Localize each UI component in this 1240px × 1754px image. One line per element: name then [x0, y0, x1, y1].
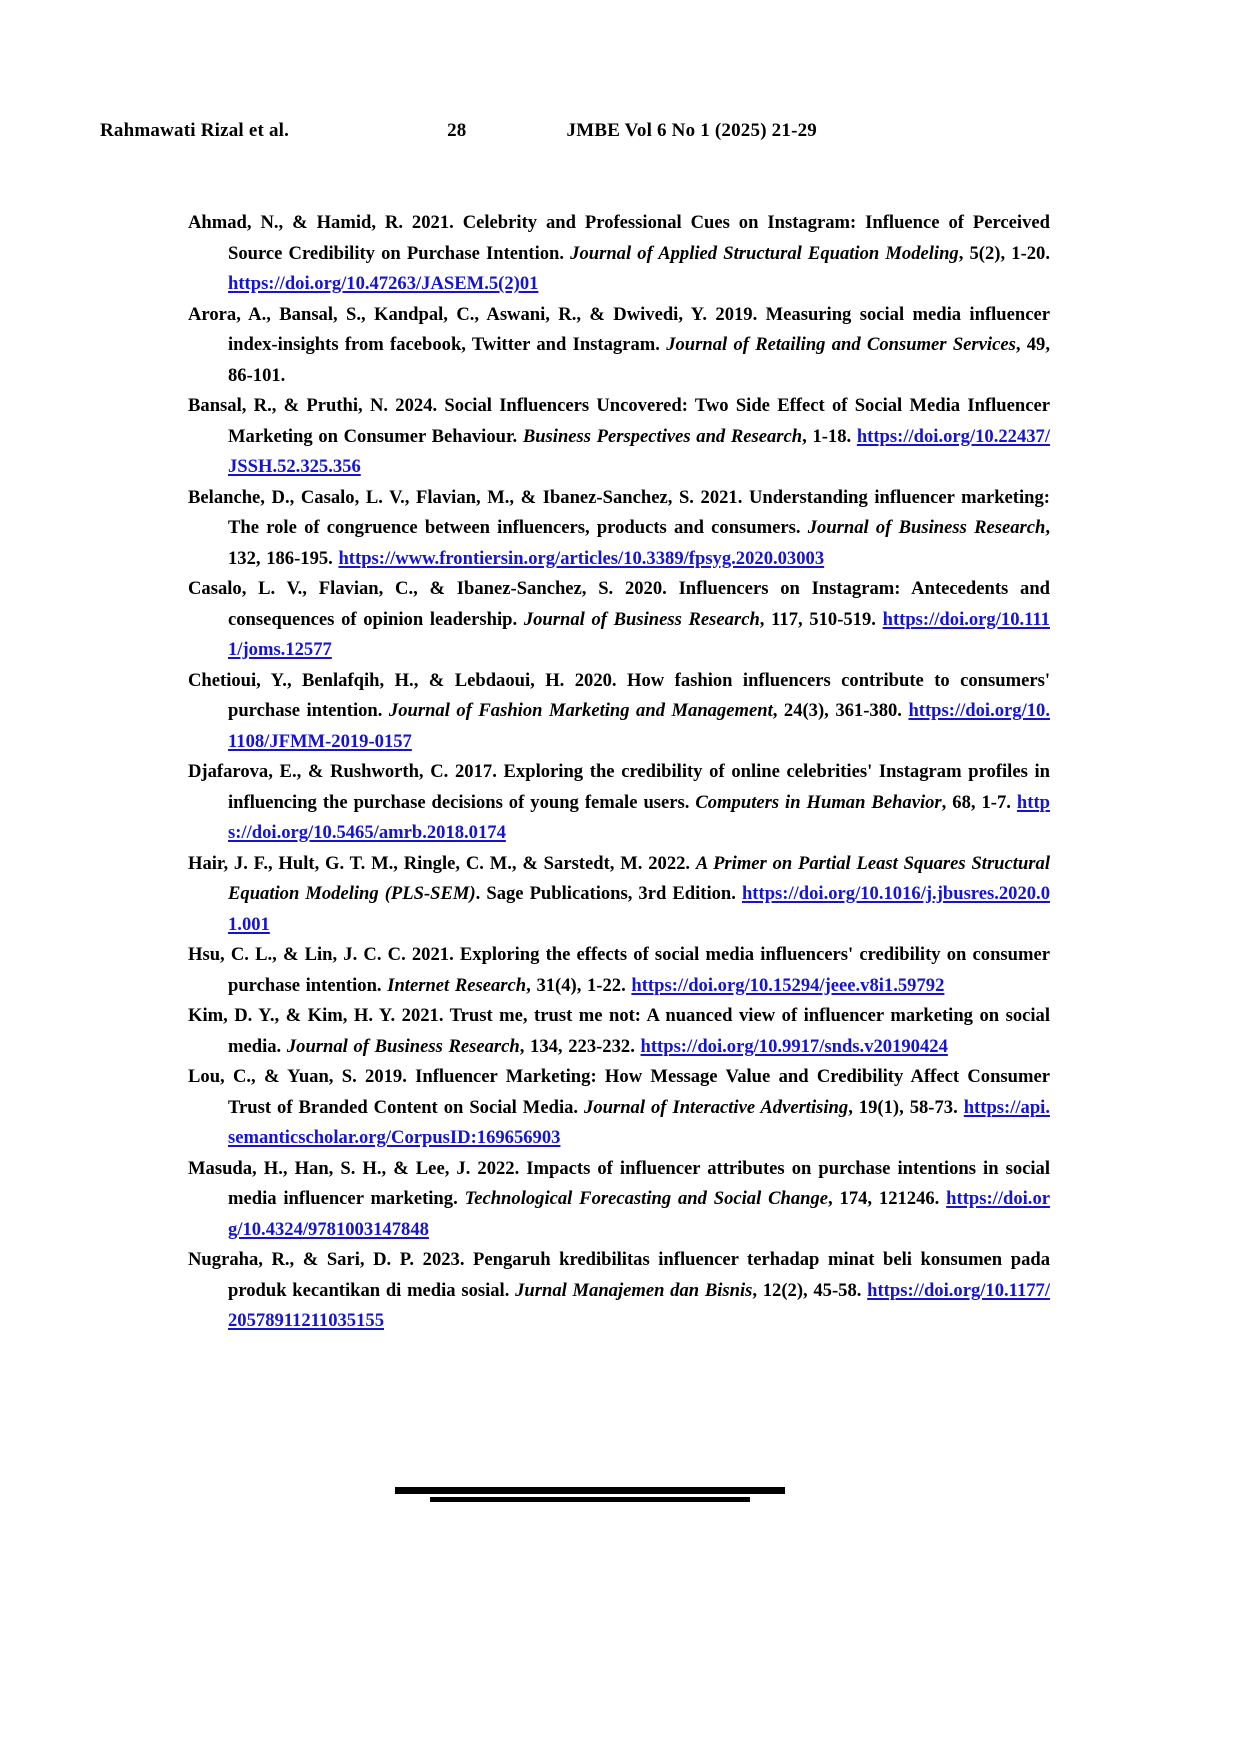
reference-detail: , 49, 86-101. — [228, 334, 1051, 386]
page-number: 28 — [447, 120, 467, 141]
reference-source: A Primer on Partial Least Squares Structural Equation Modeling (PLS-SEM) — [228, 852, 1050, 904]
reference-list — [188, 208, 1050, 1337]
reference-item — [188, 1154, 1050, 1246]
footer-divider-secondary — [430, 1497, 750, 1502]
reference-doi-link[interactable]: https://doi.org/10.47263/JASEM.5(2)01 — [228, 273, 539, 294]
reference-item — [188, 391, 1050, 483]
reference-text: Casalo, L. V., Flavian, C., & Ibanez-Sanchez, S. 2020. Influencers on Instagram: Antecedents and consequences of opinion leadership. — [188, 578, 1050, 630]
reference-doi-link[interactable]: https://doi.org/10.1177/20578911211035155 — [228, 1279, 1050, 1331]
reference-detail: , 68, 1-7. — [941, 791, 1017, 813]
reference-item — [188, 1245, 1050, 1337]
reference-doi-link[interactable]: https://doi.org/10.4324/9781003147848 — [228, 1188, 1050, 1240]
running-header-right: JMBE Vol 6 No 1 (2025) 21-29 — [566, 120, 817, 141]
reference-text: Hair, J. F., Hult, G. T. M., Ringle, C. M., & Sarstedt, M. 2022. — [188, 852, 696, 874]
reference-item — [188, 1001, 1050, 1062]
reference-text: Bansal, R., & Pruthi, N. 2024. Social Influencers Uncovered: Two Side Effect of Social Media Influencer Marketing on Consumer Behaviour. — [188, 395, 1050, 447]
reference-detail: , 5(2), 1-20. — [958, 242, 1051, 264]
reference-item — [188, 483, 1050, 575]
reference-text: Belanche, D., Casalo, L. V., Flavian, M., & Ibanez-Sanchez, S. 2021. Understanding influencer marketing: The role of congruence between influencers, products and consumers. — [188, 486, 1050, 538]
reference-text: Masuda, H., Han, S. H., & Lee, J. 2022. Impacts of influencer attributes on purchase intentions in social media influencer marketing. — [188, 1157, 1050, 1209]
reference-source: Journal of Applied Structural Equation Modeling — [570, 242, 959, 264]
reference-text: Djafarova, E., & Rushworth, C. 2017. Exploring the credibility of online celebrities' Instagram profiles in influencing the purchase decisions of young female users. — [188, 761, 1050, 813]
reference-detail: , 132, 186-195. — [228, 517, 1050, 569]
reference-detail: , 12(2), 45-58. — [752, 1279, 868, 1301]
reference-source: Business Perspectives and Research — [522, 425, 803, 447]
reference-item — [188, 574, 1050, 666]
reference-source: Technological Forecasting and Social Change — [464, 1188, 829, 1209]
running-header-left: Rahmawati Rizal et al. — [100, 120, 290, 141]
reference-source: Journal of Retailing and Consumer Services — [666, 334, 1016, 355]
reference-item — [188, 666, 1050, 758]
reference-doi-link[interactable]: https://api.semanticscholar.org/CorpusID:169656903 — [228, 1096, 1050, 1148]
reference-doi-link[interactable]: https://doi.org/10.15294/jeee.v8i1.59792 — [631, 974, 945, 996]
reference-item — [188, 757, 1050, 849]
reference-source: Journal of Business Research — [286, 1035, 520, 1057]
reference-doi-link[interactable]: https://doi.org/10.22437/JSSH.52.325.356 — [228, 425, 1051, 477]
reference-source: Jurnal Manajemen dan Bisnis — [515, 1279, 753, 1301]
reference-item — [188, 208, 1050, 300]
reference-doi-link[interactable]: https://doi.org/10.9917/snds.v20190424 — [640, 1035, 948, 1057]
reference-detail: , 134, 223-232. — [519, 1035, 641, 1057]
reference-detail: , 117, 510-519. — [759, 608, 883, 630]
reference-detail: , 1-18. — [802, 425, 857, 447]
reference-text: Arora, A., Bansal, S., Kandpal, C., Aswani, R., & Dwivedi, Y. 2019. Measuring social media influencer index-insights from facebook, Twitter and Instagram. — [188, 303, 1050, 355]
reference-source: Internet Research — [387, 974, 527, 996]
reference-text: Kim, D. Y., & Kim, H. Y. 2021. Trust me, trust me not: A nuanced view of influencer marketing on social media. — [188, 1005, 1050, 1057]
reference-item — [188, 1062, 1050, 1154]
reference-text: Ahmad, N., & Hamid, R. 2021. Celebrity and Professional Cues on Instagram: Influence of Perceived Source Credibility on Purchase Intention. — [188, 212, 1050, 264]
reference-item — [188, 940, 1050, 1001]
reference-detail: , 174, 121246. — [828, 1188, 947, 1209]
reference-detail: . Sage Publications, 3rd Edition. — [475, 883, 742, 904]
reference-text: Lou, C., & Yuan, S. 2019. Influencer Marketing: How Message Value and Credibility Affect Consumer Trust of Branded Content on Social Media. — [188, 1066, 1050, 1118]
reference-doi-link[interactable]: https://doi.org/10.1016/j.jbusres.2020.01.001 — [228, 883, 1050, 935]
reference-source: Journal of Business Research — [523, 608, 760, 630]
reference-doi-link[interactable]: https://doi.org/10.1108/JFMM-2019-0157 — [228, 700, 1050, 752]
reference-source: Computers in Human Behavior — [695, 791, 942, 813]
reference-item — [188, 849, 1050, 941]
reference-source: Journal of Interactive Advertising — [584, 1096, 849, 1118]
reference-item — [188, 300, 1050, 392]
running-header — [100, 118, 1140, 144]
reference-text: Chetioui, Y., Benlafqih, H., & Lebdaoui, H. 2020. How fashion influencers contribute to consumers' purchase intention. — [188, 669, 1050, 721]
reference-detail: , 31(4), 1-22. — [526, 974, 632, 996]
reference-detail: , 19(1), 58-73. — [848, 1096, 964, 1118]
reference-doi-link[interactable]: https://www.frontiersin.org/articles/10.3389/fpsyg.2020.03003 — [338, 547, 825, 569]
reference-doi-link[interactable]: https://doi.org/10.1111/joms.12577 — [228, 608, 1050, 660]
reference-doi-link[interactable]: https://doi.org/10.5465/amrb.2018.0174 — [228, 791, 1050, 843]
reference-source: Journal of Fashion Marketing and Management — [388, 700, 773, 721]
reference-text: Nugraha, R., & Sari, D. P. 2023. Pengaruh kredibilitas influencer terhadap minat beli konsumen pada produk kecantikan di media sosial. — [188, 1249, 1050, 1301]
reference-source: Journal of Business Research — [807, 517, 1046, 538]
footer-divider — [395, 1487, 785, 1494]
reference-detail: , 24(3), 361-380. — [772, 700, 909, 721]
reference-text: Hsu, C. L., & Lin, J. C. C. 2021. Exploring the effects of social media influencers' credibility on consumer purchase intention. — [188, 944, 1050, 996]
